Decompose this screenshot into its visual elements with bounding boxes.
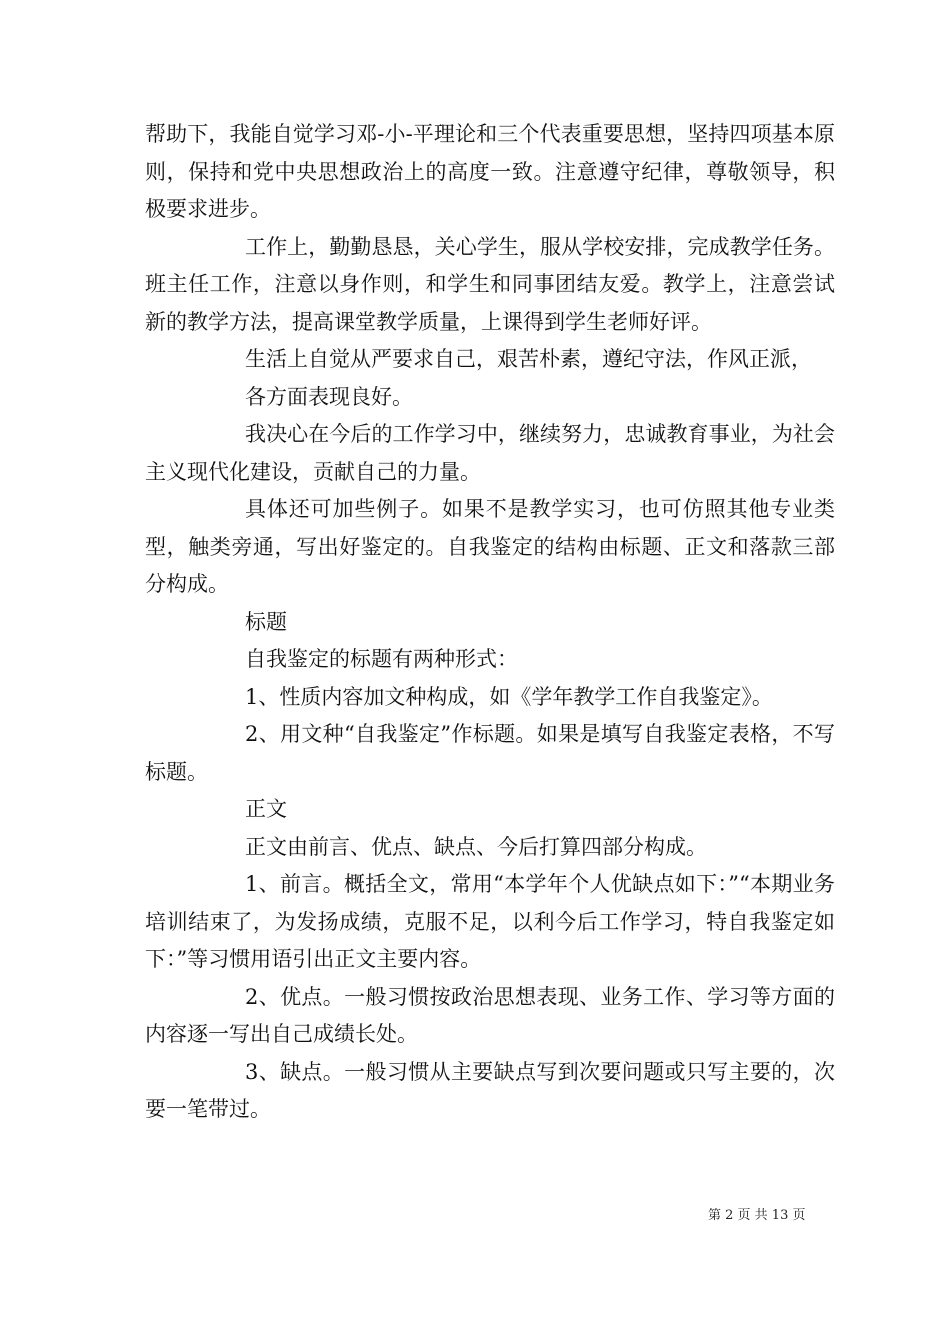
paragraph: 生活上自觉从严要求自己，艰苦朴素，遵纪守法，作风正派， [245, 347, 812, 371]
paragraph: 工作上，勤勤恳恳，关心学生，服从学校安排，完成教学任务。班主任工作，注意以身作则，和学生和同事团结友爱。教学上，注意尝试新的教学方法，提高课堂教学质量，上课得到学生老师好评。 [145, 234, 835, 334]
paragraph: 我决心在今后的工作学习中，继续努力，忠诚教育事业，为社会主义现代化建设，贡献自己的力量。 [145, 422, 835, 484]
paragraph: 具体还可加些例子。如果不是教学实习，也可仿照其他专业类型，触类旁通，写出好鉴定的。自我鉴定的结构由标题、正文和落款三部分构成。 [145, 497, 835, 596]
section-heading-body: 正文 [245, 797, 287, 821]
list-item: 2、用文种“自我鉴定”作标题。如果是填写自我鉴定表格，不写标题。 [145, 722, 835, 784]
section-heading-title: 标题 [245, 609, 287, 634]
paragraph: 帮助下，我能自觉学习邓-小-平理论和三个代表重要思想，坚持四项基本原则，保持和党中央思想政治上的高度一致。注意遵守纪律，尊敬领导，积极要求进步。 [145, 122, 835, 221]
paragraph: 自我鉴定的标题有两种形式： [245, 647, 518, 671]
page-number: 第 2 页 共 13 页 [708, 1208, 806, 1223]
document-body [145, 116, 835, 1129]
list-item: 1、性质内容加文种构成，如《学年教学工作自我鉴定》。 [245, 684, 773, 709]
list-item: 1、前言。概括全文，常用“本学年个人优缺点如下：”“本期业务培训结束了，为发扬成绩，克服不足，以利今后工作学习，特自我鉴定如下：”等习惯用语引出正文主要内容。 [145, 872, 835, 971]
list-item: 2、优点。一般习惯按政治思想表现、业务工作、学习等方面的内容逐一写出自己成绩长处。 [145, 984, 835, 1046]
paragraph: 各方面表现良好。 [245, 384, 413, 409]
paragraph: 正文由前言、优点、缺点、今后打算四部分构成。 [245, 834, 707, 859]
list-item: 3、缺点。一般习惯从主要缺点写到次要问题或只写主要的，次要一笔带过。 [145, 1059, 835, 1121]
